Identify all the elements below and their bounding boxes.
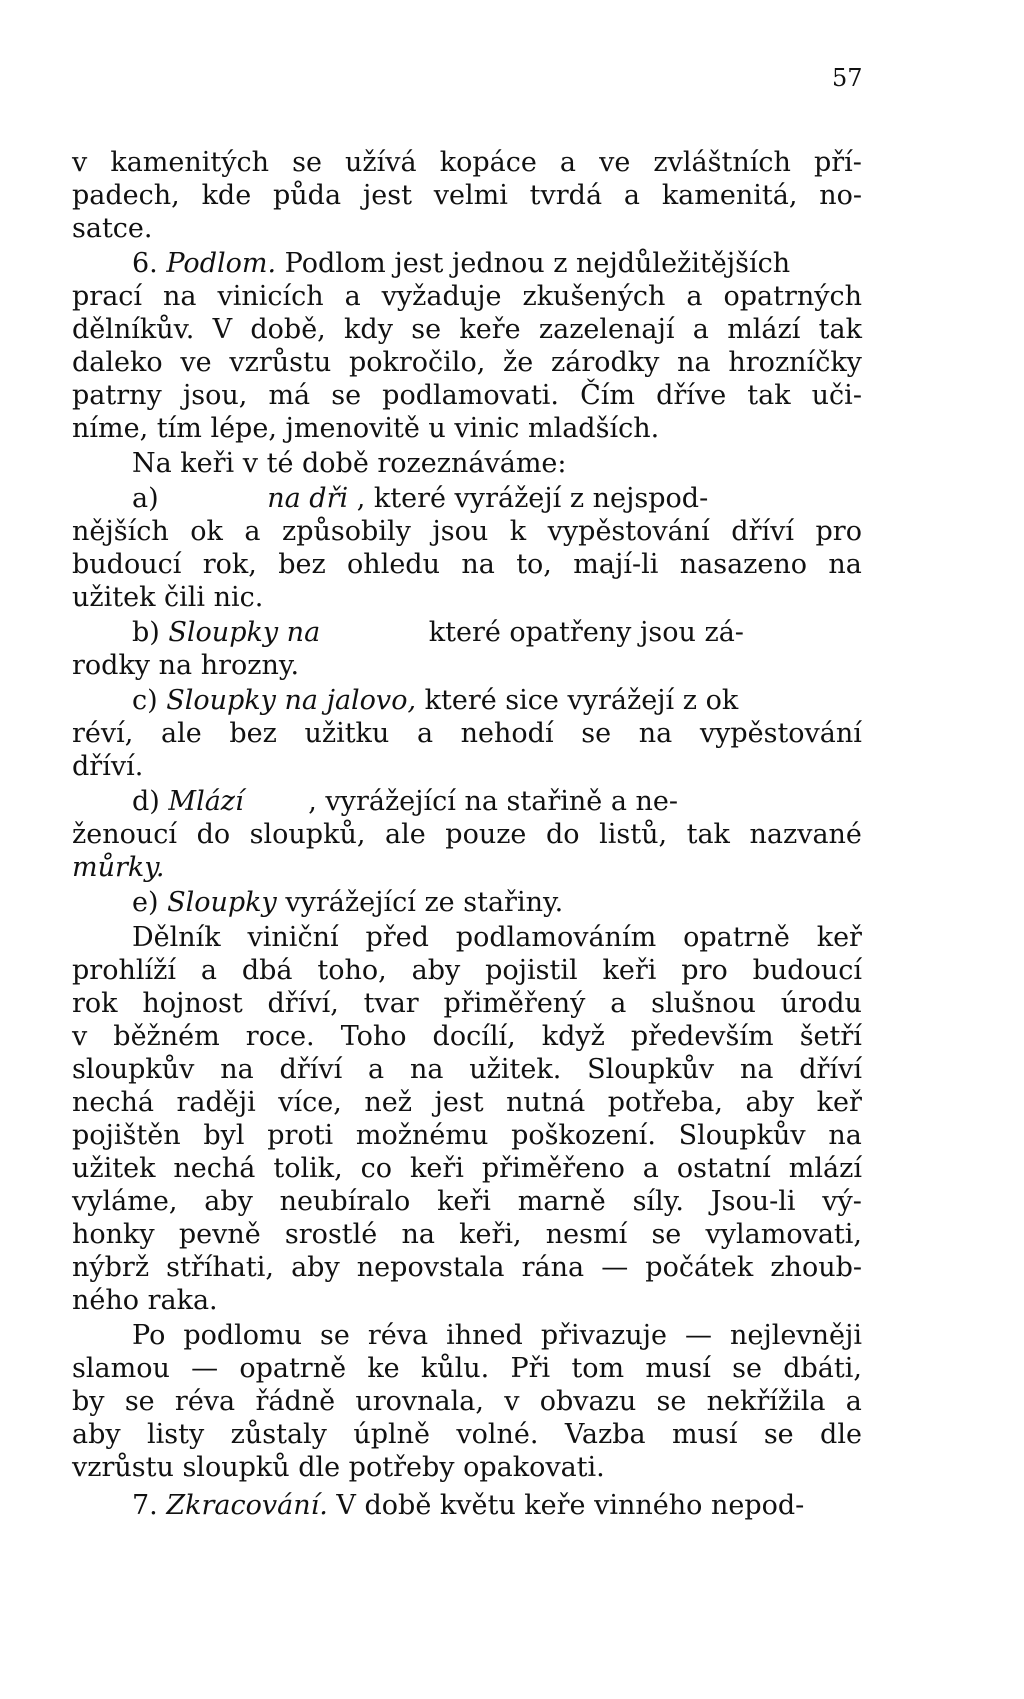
word: nasazeno	[679, 549, 808, 580]
word: přiměřeno	[481, 1153, 625, 1184]
emphasized-term: Mlází	[168, 786, 244, 817]
word: honky	[72, 1219, 155, 1250]
word: mají-li	[573, 549, 659, 580]
word: réva	[174, 1386, 236, 1417]
word: hrozníčky	[728, 347, 862, 378]
word: vyžaduje	[381, 281, 502, 312]
word: urovnala,	[355, 1386, 484, 1417]
word: nějších	[72, 516, 169, 547]
word: nehodí	[460, 718, 554, 749]
section-title: Zkracování.	[166, 1490, 328, 1521]
word: má	[268, 380, 311, 411]
word: vinicích	[217, 281, 324, 312]
word: stříhati,	[166, 1252, 274, 1283]
word: Toho	[340, 1021, 407, 1052]
word: keři,	[459, 1219, 522, 1250]
text-line	[72, 1021, 862, 1053]
word: dříví	[279, 1054, 343, 1085]
word: na	[409, 1054, 444, 1085]
word: se	[651, 1219, 682, 1250]
word: kopáce	[439, 147, 537, 178]
word: volné.	[456, 1419, 539, 1450]
word: a	[416, 718, 434, 749]
word: keři	[437, 1186, 491, 1217]
word: se	[763, 1419, 794, 1450]
text-line	[72, 1353, 862, 1385]
word: mlází	[727, 314, 801, 345]
word: dříví,	[267, 988, 339, 1019]
list-marker: d)	[132, 786, 160, 817]
text-line	[72, 852, 165, 884]
word: kdy	[344, 314, 393, 345]
word: dělníkův.	[72, 314, 195, 345]
word: Sloupkův	[678, 1120, 806, 1151]
word: tolik,	[273, 1153, 343, 1184]
word: listů,	[599, 819, 668, 850]
word: marně	[517, 1186, 606, 1217]
list-marker: a)	[132, 483, 159, 514]
word: pří-	[813, 147, 862, 178]
word: Dělník	[132, 922, 221, 953]
text-line	[72, 147, 862, 179]
text-run: , vyrážející na stařině a ne-	[308, 786, 679, 817]
word: podlamováním	[455, 922, 657, 953]
word: kde	[201, 180, 252, 211]
word: vypěstování	[699, 718, 862, 749]
word: se	[124, 1386, 155, 1417]
word: ke	[367, 1353, 400, 1384]
text-line	[72, 1054, 862, 1086]
text-line	[72, 1186, 862, 1218]
section-heading-line	[132, 248, 790, 280]
word: raději	[176, 1087, 256, 1118]
text-line: satce.	[72, 213, 153, 244]
text-line	[72, 1153, 862, 1185]
word: dříví	[799, 1054, 862, 1085]
word: obvazu	[539, 1386, 637, 1417]
word: řádně	[255, 1386, 336, 1417]
text-line	[72, 1386, 862, 1418]
word: době,	[250, 314, 326, 345]
word: poškození.	[511, 1120, 656, 1151]
word: zvláštních	[653, 147, 791, 178]
text-line	[72, 1252, 862, 1284]
word: na	[220, 1054, 254, 1085]
text-line	[72, 955, 862, 987]
word: na	[739, 1054, 774, 1085]
text-line	[72, 347, 862, 379]
word: než	[364, 1087, 412, 1118]
word: užitek.	[469, 1054, 562, 1085]
word: když	[541, 1021, 605, 1052]
word: aby	[291, 1252, 340, 1283]
section-heading-line	[132, 1490, 804, 1522]
word: pojištěn	[72, 1120, 181, 1151]
word: opatrných	[723, 281, 862, 312]
word: podlomu	[183, 1320, 303, 1351]
word: a	[244, 516, 261, 547]
word: keři	[602, 955, 657, 986]
word: tak	[686, 819, 730, 850]
word: že	[503, 347, 534, 378]
word: jest	[362, 180, 412, 211]
word: Čím	[580, 380, 636, 411]
word: zkušených	[522, 281, 666, 312]
word: aby	[745, 1087, 795, 1118]
word: aby	[204, 1186, 253, 1217]
word: se	[656, 1386, 687, 1417]
word: na	[828, 549, 862, 580]
word: dbáti,	[783, 1353, 862, 1384]
word: běžném	[113, 1021, 220, 1052]
word: v	[72, 1021, 88, 1052]
word: na	[677, 347, 711, 378]
word: bez	[278, 549, 326, 580]
word: kůlu.	[420, 1353, 490, 1384]
list-marker: c)	[132, 685, 158, 716]
word: V	[212, 314, 233, 345]
word: jest	[434, 1087, 484, 1118]
word: půda	[273, 180, 342, 211]
word: slamou	[72, 1353, 170, 1384]
word: a	[686, 281, 703, 312]
word: k	[509, 516, 527, 547]
list-marker: b)	[132, 617, 160, 648]
word: jsou	[432, 516, 489, 547]
word: tak	[747, 380, 791, 411]
text-line	[72, 1219, 862, 1251]
word: způsobily	[282, 516, 411, 547]
word: nepovstala	[356, 1252, 505, 1283]
word: přivazuje	[540, 1320, 667, 1351]
text-line	[72, 988, 862, 1020]
word: vypěstování	[547, 516, 710, 547]
word: do	[545, 819, 580, 850]
word: —	[601, 1252, 629, 1283]
text-run: které sice vyrážejí z ok	[424, 685, 739, 716]
list-item-line	[132, 617, 744, 649]
word: tak	[818, 314, 862, 345]
word: daleko	[72, 347, 163, 378]
word: ve	[599, 147, 631, 178]
word: musí	[645, 1353, 711, 1384]
word: nejlevněji	[729, 1320, 862, 1351]
text-line	[72, 516, 862, 548]
word: prací	[72, 281, 143, 312]
word: nekřížila	[706, 1386, 826, 1417]
word: prohlíží	[72, 955, 176, 986]
list-item-line	[132, 483, 708, 515]
word: sloupkův	[72, 1054, 195, 1085]
word: neubíralo	[279, 1186, 411, 1217]
word: a	[845, 1386, 862, 1417]
text-line	[72, 281, 862, 313]
word: tvrdá	[529, 180, 603, 211]
word: Vazba	[564, 1419, 646, 1450]
word: vylamovati,	[705, 1219, 862, 1250]
text-line: dříví.	[72, 751, 144, 782]
word: dříví	[731, 516, 794, 547]
word: a	[559, 147, 577, 178]
word: byl	[203, 1120, 245, 1151]
word: srostlé	[284, 1219, 378, 1250]
text-line	[72, 549, 862, 581]
word: dle	[820, 1419, 862, 1450]
word: aby	[411, 955, 461, 986]
text-line: užitek čili nic.	[72, 582, 264, 613]
word: na	[828, 1120, 862, 1151]
word: —	[684, 1320, 712, 1351]
emphasized-term: Sloupky na	[168, 617, 321, 648]
word: slušnou	[651, 988, 756, 1019]
word: ohledu	[347, 549, 440, 580]
list-marker: e)	[132, 887, 159, 918]
word: pouze	[445, 819, 527, 850]
word: do	[196, 819, 231, 850]
word: dříve	[656, 380, 727, 411]
page-number: 57	[832, 64, 863, 92]
word: ženoucí	[72, 819, 177, 850]
emphasized-term: Sloupky na jalovo,	[166, 685, 417, 716]
word: počátek	[645, 1252, 754, 1283]
word: padech,	[72, 180, 180, 211]
word: Jsou-li	[710, 1186, 796, 1217]
text-run: vyrážející ze stařiny.	[285, 887, 564, 918]
word: úplně	[353, 1419, 430, 1450]
word: potřeba,	[607, 1087, 723, 1118]
text-line	[72, 314, 862, 346]
word: hojnost	[142, 988, 243, 1019]
word: v	[72, 147, 88, 178]
word: nesmí	[545, 1219, 628, 1250]
text-line: vzrůstu sloupků dle potřeby opakovati.	[72, 1452, 605, 1483]
word: pro	[815, 516, 862, 547]
word: keř	[816, 1087, 862, 1118]
word: na	[461, 549, 495, 580]
text-line	[72, 1087, 862, 1119]
word: a	[368, 1054, 385, 1085]
word: šetří	[799, 1021, 862, 1052]
word: se	[732, 1353, 762, 1384]
word: rok	[72, 988, 118, 1019]
word: Po	[132, 1320, 166, 1351]
text-line	[72, 1419, 862, 1451]
word: nazvané	[749, 819, 862, 850]
word: kamenitá,	[661, 180, 798, 211]
word: opatrně	[683, 922, 790, 953]
word: nutná	[506, 1087, 586, 1118]
list-item-line	[132, 685, 738, 717]
text-line	[132, 922, 862, 954]
word: jsou,	[182, 380, 248, 411]
word: to,	[516, 549, 552, 580]
word: pro	[681, 955, 728, 986]
section-number: 6.	[132, 248, 158, 279]
word: možnému	[355, 1120, 489, 1151]
emphasized-term: na dři	[267, 483, 349, 514]
emphasized-term: Sloupky	[167, 887, 277, 918]
word: zhoub-	[770, 1252, 862, 1283]
word: ale	[160, 718, 202, 749]
text-run: , které vyrážejí z nejspod-	[356, 483, 709, 514]
word: podlamovati.	[382, 380, 560, 411]
text-run: které opatřeny jsou zá-	[428, 617, 744, 648]
word: vý-	[822, 1186, 862, 1217]
word: zůstaly	[230, 1419, 327, 1450]
word: nechá	[173, 1153, 256, 1184]
word: patrny	[72, 380, 162, 411]
word: pevně	[178, 1219, 261, 1250]
word: pojistil	[485, 955, 578, 986]
word: před	[365, 922, 429, 953]
word: vyláme,	[72, 1186, 178, 1217]
word: pokročilo,	[348, 347, 486, 378]
word: zárodky	[551, 347, 660, 378]
word: ostatní	[676, 1153, 771, 1184]
word: aby	[72, 1419, 121, 1450]
word: nechá	[72, 1087, 154, 1118]
word: ale	[385, 819, 426, 850]
word: keř	[816, 922, 862, 953]
word: tom	[571, 1353, 625, 1384]
word: listy	[147, 1419, 205, 1450]
word: rok,	[202, 549, 257, 580]
word: užitku	[304, 718, 390, 749]
word: úrodu	[780, 988, 862, 1019]
word: se	[331, 380, 362, 411]
word: bez	[229, 718, 277, 749]
word: keře	[459, 314, 521, 345]
word: na	[638, 718, 673, 749]
word: se	[320, 1320, 350, 1351]
word: réví,	[72, 718, 134, 749]
word: no-	[819, 180, 862, 211]
text-run: V době květu keře vinného nepod-	[336, 1490, 805, 1521]
text-line: ného raka.	[72, 1285, 218, 1316]
text-line: Na keři v té době rozeznáváme:	[132, 448, 567, 479]
word: a	[623, 180, 640, 211]
word: se	[411, 314, 442, 345]
word: uči-	[811, 380, 862, 411]
word: rána	[521, 1252, 585, 1283]
text-line: rodky na hrozny.	[72, 650, 300, 681]
word: v	[504, 1386, 520, 1417]
word: dbá	[241, 955, 293, 986]
list-item-line	[132, 887, 563, 919]
word: mlází	[788, 1153, 862, 1184]
text-line: níme, tím lépe, jmenovitě u vinic mladších.	[72, 413, 660, 444]
word: Při	[510, 1353, 551, 1384]
word: budoucí	[72, 549, 182, 580]
word: Sloupkův	[587, 1054, 715, 1085]
word: zazelenají	[538, 314, 675, 345]
word: by	[72, 1386, 105, 1417]
word: kamenitých	[110, 147, 270, 178]
word: musí	[671, 1419, 738, 1450]
text-line	[72, 819, 862, 851]
word: toho,	[317, 955, 387, 986]
word: nýbrž	[72, 1252, 150, 1283]
word: se	[292, 147, 322, 178]
word: opatrně	[239, 1353, 347, 1384]
word: a	[344, 281, 361, 312]
word: na	[163, 281, 197, 312]
word: a	[610, 988, 627, 1019]
text-line	[72, 718, 862, 750]
list-item-line	[132, 786, 678, 818]
word: proti	[267, 1120, 334, 1151]
text-line	[72, 180, 862, 212]
section-title: Podlom.	[166, 248, 277, 279]
text-line	[72, 380, 862, 412]
word: velmi	[433, 180, 508, 211]
text-line	[132, 1320, 862, 1352]
word: více,	[278, 1087, 342, 1118]
section-number: 7.	[132, 1490, 158, 1521]
word: tvar	[363, 988, 419, 1019]
word: viniční	[247, 922, 339, 953]
word: —	[191, 1353, 219, 1384]
word: na	[401, 1219, 435, 1250]
word: a	[642, 1153, 659, 1184]
word: docílí,	[432, 1021, 516, 1052]
text-run: Podlom jest jednou z nejdůležitějších	[284, 248, 791, 279]
word: síly.	[632, 1186, 684, 1217]
word: co	[360, 1153, 393, 1184]
word: réva	[367, 1320, 429, 1351]
word: se	[581, 718, 612, 749]
text-line	[72, 1120, 862, 1152]
word: a	[200, 955, 217, 986]
word: roce.	[245, 1021, 315, 1052]
word: sloupků,	[249, 819, 366, 850]
word: ve	[180, 347, 212, 378]
word: užitek	[72, 1153, 156, 1184]
word: keři	[410, 1153, 464, 1184]
word: vzrůstu	[229, 347, 332, 378]
word: a	[692, 314, 709, 345]
word: ok	[190, 516, 223, 547]
emphasized-term: můrky.	[72, 852, 165, 883]
word: především	[630, 1021, 774, 1052]
word: ihned	[446, 1320, 523, 1351]
word: budoucí	[752, 955, 862, 986]
word: užívá	[345, 147, 417, 178]
word: přiměřený	[443, 988, 586, 1019]
